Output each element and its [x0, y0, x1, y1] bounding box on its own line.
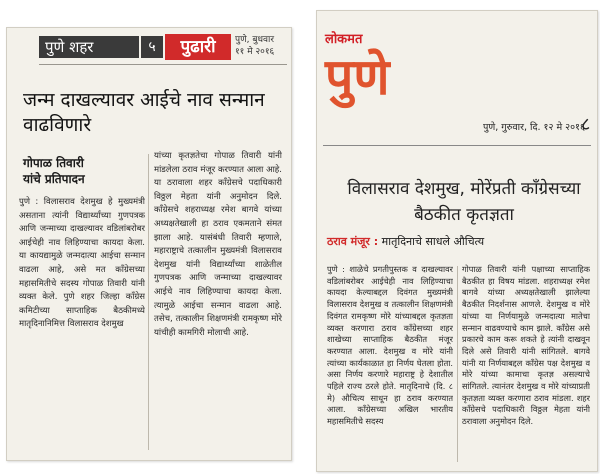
article-column-1: [327, 264, 453, 464]
pudhari-logo: पुढारी: [165, 34, 231, 60]
masthead-rule: [323, 145, 591, 146]
article-headline: जन्म दाखल्यावर आईचे नाव सन्मान वाढविणारे: [23, 89, 265, 136]
subheading-label: ठराव मंजूर :: [327, 235, 379, 248]
column-text: गोपाळ तिवारी यांनी पक्षाच्या साप्ताहिक बैठकीत हा विषय मांडला. शहराध्यक्ष रमेश बागवे यांच्या अध्यक्षतेखाली झालेल्या बैठकीत निदर्शनास आणले. देशमुख व मोरे यांच्या या निर्णयामुळे जन्मदात्या मातेचा सन्मान वाढवण्याचे काम झाले. काँग्रेस असे प्रकारचे काम करू शकते हे त्यांनी दाखवून दिले असे तिवारी यांनी सांगितले. बागवे यांनी या निर्णयाबद्दल काँग्रेस पक्ष देशमुख व मोरे यांच्या कामाचा कृतज्ञ असल्याचे सांगितले. त्यानंतर देशमुख व मोरे यांच्याप्रती कृतज्ञता व्यक्त करणारा ठराव मांडला. शहर काँग्रेसचे पदाधिकारी विठ्ठल मेहता यांनी ठरावाला अनुमोदन दिले.: [462, 264, 590, 427]
column-text: पुणे : शाळेचे प्रगतीपुस्तक व दाखल्यावर वडिलांबरोबर आईचेही नाव लिहिण्याचा कायदा केल्याबद्दल दिवंगत मुख्यमंत्री विलासराव देशमुख व तत्कालीन शिक्षणमंत्री दिवंगत रामकृष्ण मोरे यांच्याबद्दल कृतज्ञता व्यक्त करणारा ठराव काँग्रेसच्या शहर शाखेच्या साप्ताहिक बैठकीत मंजूर करण्यात आला. देशमुख व मोरे यांनी त्यांच्या कार्यकाळात हा निर्णय घेतला होता. असा निर्णय करणारे महाराष्ट्र हे देशातील पहिले राज्य ठरले होते. मातृदिनाचे (दि. ८ मे) औचित्य साधून हा ठराव करण्यात आला. काँग्रेसच्या अखिल भारतीय महासमितीचे सदस्य: [327, 264, 453, 427]
pudhari-masthead: [39, 32, 287, 65]
article-column-2: [462, 264, 590, 464]
article-subheading: [327, 235, 589, 249]
column-divider: [148, 154, 149, 450]
column-divider: [457, 266, 458, 462]
edition-date: पुणे, गुरुवार, दि. १२ मे २०१६: [483, 122, 585, 133]
column-text: यांच्या कृतज्ञतेचा गोपाळ तिवारी यांनी मांडलेला ठराव मंजूर करण्यात आला आहे. या ठरावाला शहर काँग्रेसचे पदाधिकारी विठ्ठल मेहता यांनी अनुमोदन दिले. काँग्रेसचे शहराध्यक्ष रमेश बागवे यांच्या अध्यक्षतेखाली हा ठराव एकमताने संमत झाला आहे. यासंबंधी तिवारी म्हणाले, महाराष्ट्राचे तत्कालीन मुख्यमंत्री विलासराव देशमुख यांनी विद्यार्थ्यांच्या शाळेतील गुणपत्रक आणि जन्माच्या दाखल्यावर आईचे नाव लिहिण्याचा कायदा केला. त्यामुळे आईचा सन्मान वाढला आहे. तसेच, तत्कालीन शिक्षणमंत्री रामकृष्ण मोरे यांचीही कामगिरी मोलाची आहे.: [154, 151, 282, 338]
article-column-1: [19, 196, 145, 452]
article-byline: [23, 155, 85, 187]
edition-date: ११ मे २०१६: [235, 47, 275, 57]
article-headline: विलासराव देशमुख, मोरेंप्रती काँग्रेसच्या बैठकीत कृतज्ञता: [347, 179, 581, 225]
byline-name: गोपाळ तिवारी: [23, 156, 84, 170]
article-column-2: [154, 150, 282, 452]
edition-info: [235, 34, 274, 58]
byline-sub: यांचे प्रतिपादन: [23, 172, 85, 186]
page-number: ५: [141, 36, 163, 58]
city-masthead: पुणे: [325, 48, 390, 106]
lokmat-clipping: [316, 10, 598, 472]
subheading-text: मातृदिनाचे साधले औचित्य: [381, 235, 485, 248]
page-number: ८: [581, 114, 591, 135]
edition-place-day: पुणे, बुधवार: [235, 35, 275, 45]
lokmat-logo: लोकमत: [325, 32, 363, 47]
section-city-label: पुणे शहर: [39, 36, 139, 58]
pudhari-clipping: [6, 27, 292, 461]
column-text: पुणे : विलासराव देशमुख हे मुख्यमंत्री असताना त्यांनी विद्यार्थ्यांच्या गुणपत्रक आणि जन्माच्या दाखल्यावर वडिलांबरोबर आईचेही नाव लिहिण्याचा कायदा केला. या कायद्यामुळे जन्मदात्या आईचा सन्मान वाढला आहे, असे मत काँग्रेसच्या महासमितीचे सदस्य गोपाळ तिवारी यांनी व्यक्त केले. पुणे शहर जिल्हा काँग्रेस कमिटीच्या साप्ताहिक बैठकीमध्ये मातृदिनानिमित्त विलासराव देशमुख: [19, 197, 145, 330]
